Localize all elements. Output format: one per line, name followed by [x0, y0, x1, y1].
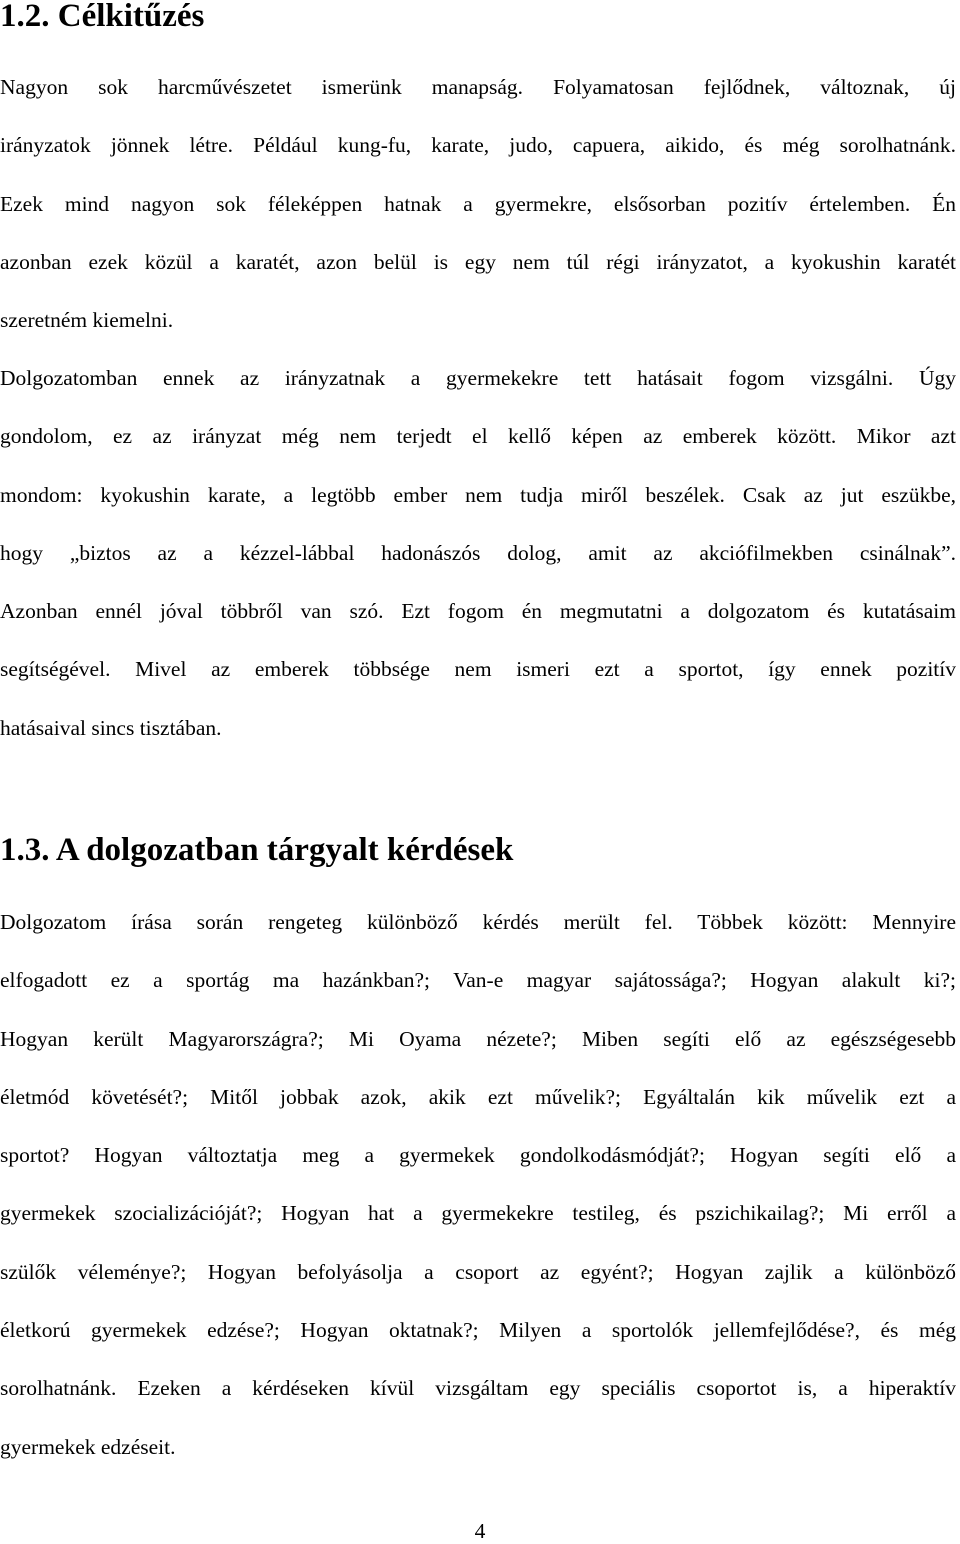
text-line: Dolgozatom írása során rengeteg különböző kérdés merült fel. Többek között: Mennyire [0, 910, 956, 934]
paragraph-celkituzes-intro [0, 58, 956, 349]
text-line: hogy „biztos az a kézzel-lábbal hadonászós dolog, amit az akciófilmekben csinálnak”. [0, 540, 956, 565]
text-line: Ezek mind nagyon sok féleképpen hatnak a gyermekre, elsősorban pozitív értelemben. Én [0, 191, 956, 216]
section-heading-kerdesek: 1.3. A dolgozatban tárgyalt kérdések [0, 832, 514, 868]
text-line: segítségével. Mivel az emberek többsége nem ismeri ezt a sportot, így ennek pozitív [0, 657, 956, 682]
paragraph-celkituzes-goal [0, 349, 956, 757]
section-heading-celkituzes: 1.2. Célkitűzés [0, 0, 205, 34]
text-line: gondolom, ez az irányzat még nem terjedt el kellő képen az emberek között. Mikor azt [0, 424, 956, 449]
text-line: elfogadott ez a sportág ma hazánkban?; Van-e magyar sajátossága?; Hogyan alakult ki?; [0, 968, 956, 993]
text-line: Dolgozatomban ennek az irányzatnak a gyermekekre tett hatásait fogom vizsgálni. Úgy [0, 366, 956, 390]
text-line: Azonban ennél jóval többről van szó. Ezt fogom én megmutatni a dolgozatom és kutatásaim [0, 599, 956, 624]
page-number: 4 [474, 1519, 486, 1543]
text-line: gyermekek edzéseit. [0, 1434, 176, 1459]
text-line: gyermekek szocializációját?; Hogyan hat a gyermekekre testileg, és pszichikailag?; Mi erről a [0, 1201, 956, 1226]
text-line: mondom: kyokushin karate, a legtöbb ember nem tudja miről beszélek. Csak az jut eszükbe, [0, 482, 956, 507]
text-line: sorolhatnánk. Ezeken a kérdéseken kívül vizsgáltam egy speciális csoportot is, a hiperaktív [0, 1376, 956, 1401]
text-line: szülők véleménye?; Hogyan befolyásolja a csoport az egyént?; Hogyan zajlik a különböző [0, 1259, 956, 1284]
text-line: hatásaival sincs tisztában. [0, 715, 222, 740]
text-line: életmód követését?; Mitől jobbak azok, akik ezt művelik?; Egyáltalán kik művelik ezt a [0, 1084, 956, 1109]
text-line: Hogyan került Magyarországra?; Mi Oyama nézete?; Miben segíti elő az egészségesebb [0, 1026, 956, 1051]
paragraph-kerdesek [0, 893, 956, 1476]
text-line: irányzatok jönnek létre. Például kung-fu, karate, judo, capuera, aikido, és még sorolhatnánk. [0, 133, 956, 158]
text-line: Nagyon sok harcművészetet ismerünk manapság. Folyamatosan fejlődnek, változnak, új [0, 75, 956, 99]
text-line: életkorú gyermekek edzése?; Hogyan oktatnak?; Milyen a sportolók jellemfejlődése?, és még [0, 1318, 956, 1343]
text-line: azonban ezek közül a karatét, azon belül is egy nem túl régi irányzatot, a kyokushin karatét [0, 249, 956, 274]
text-line: szeretném kiemelni. [0, 308, 174, 333]
text-line: sportot? Hogyan változtatja meg a gyermekek gondolkodásmódját?; Hogyan segíti elő a [0, 1143, 956, 1168]
